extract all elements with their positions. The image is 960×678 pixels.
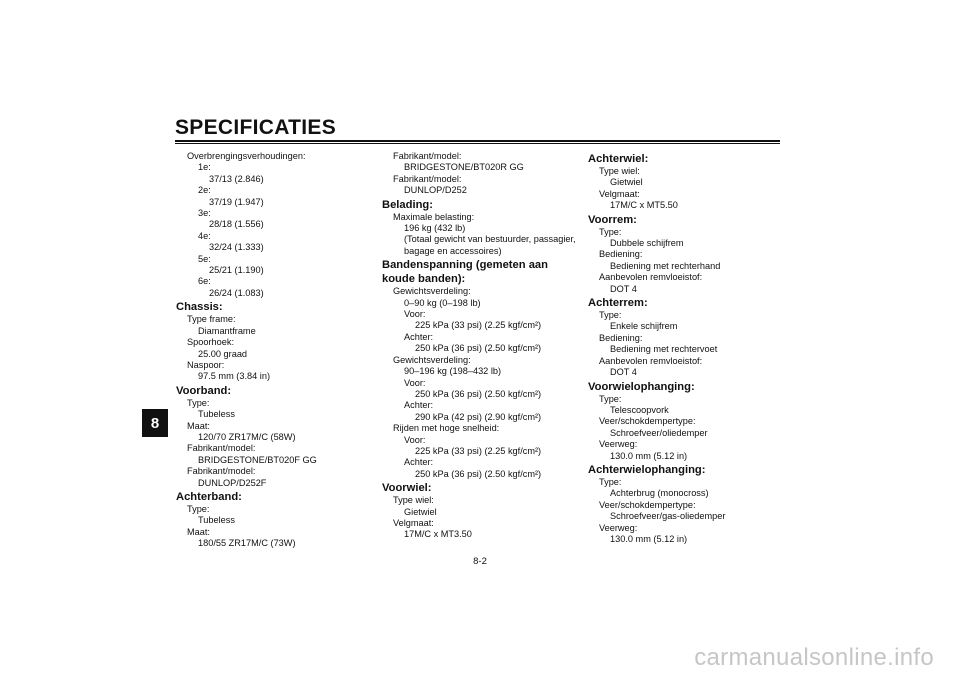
spec-line: bagage en accessoires)	[404, 245, 502, 256]
spec-line: Type:	[599, 476, 622, 487]
page-title: SPECIFICATIES	[175, 116, 337, 139]
spec-line: 37/19 (1.947)	[209, 196, 264, 207]
spec-line: 97.5 mm (3.84 in)	[198, 371, 270, 382]
spec-line: 250 kPa (36 psi) (2.50 kgf/cm²)	[415, 468, 542, 479]
spec-line: DUNLOP/D252	[404, 185, 467, 196]
spec-line: Fabrikant/model:	[393, 151, 462, 161]
spec-line: DOT 4	[610, 283, 637, 294]
section-heading: Achterrem:	[588, 297, 648, 310]
section-heading: Chassis:	[176, 301, 223, 314]
spec-line: 28/18 (1.556)	[209, 219, 264, 230]
spec-line: 130.0 mm (5.12 in)	[610, 450, 688, 461]
spec-line: Type:	[187, 503, 210, 514]
spec-line: Type frame:	[187, 314, 236, 325]
spec-line: Bediening met rechtervoet	[610, 344, 718, 355]
chapter-tab: 8	[142, 409, 168, 437]
spec-line: Veer/schokdempertype:	[599, 416, 696, 427]
spec-line: DUNLOP/D252F	[198, 477, 267, 488]
spec-line: Naspoor:	[187, 359, 225, 370]
title-rule-thin	[175, 143, 780, 144]
spec-line: Enkele schijfrem	[610, 321, 678, 332]
section-heading: Voorrem:	[588, 213, 637, 226]
section-heading: Achterwielophanging:	[588, 463, 706, 476]
title-rule-thick	[175, 140, 780, 142]
section-heading: Voorwielophanging:	[588, 380, 695, 393]
spec-line: Type:	[599, 226, 622, 237]
spec-line: Schroefveer/oliedemper	[610, 427, 708, 438]
spec-line: Veer/schokdempertype:	[599, 499, 696, 510]
spec-line: Type:	[187, 397, 210, 408]
spec-line: Type wiel:	[599, 166, 640, 176]
spec-line: BRIDGESTONE/BT020R GG	[404, 162, 524, 173]
spec-line: 120/70 ZR17M/C (58W)	[198, 431, 296, 442]
spec-line: Telescoopvork	[610, 404, 669, 415]
spec-line: Maximale belasting:	[393, 211, 475, 222]
spec-line: 25.00 graad	[198, 348, 248, 359]
section-heading: Bandenspanning (gemeten aan koude banden):	[382, 259, 548, 286]
spec-line: Fabrikant/model:	[187, 443, 256, 454]
spec-line: BRIDGESTONE/BT020F GG	[198, 454, 317, 465]
spec-line: Voor:	[404, 377, 426, 388]
spec-line: Spoorhoek:	[187, 337, 234, 348]
spec-line: Voor:	[404, 434, 426, 445]
spec-line: 2e:	[198, 185, 211, 196]
section-heading: Belading:	[382, 198, 433, 211]
spec-line: 250 kPa (36 psi) (2.50 kgf/cm²)	[415, 388, 542, 399]
spec-line: Velgmaat:	[599, 188, 640, 199]
spec-line: Fabrikant/model:	[393, 173, 462, 184]
spec-column-2	[382, 151, 582, 541]
spec-line: Gewichtsverdeling:	[393, 286, 471, 297]
spec-line: Bediening met rechterhand	[610, 260, 721, 271]
spec-line: Tubeless	[198, 515, 235, 526]
spec-line: 6e:	[198, 276, 211, 287]
spec-line: 17M/C x MT5.50	[610, 200, 678, 211]
spec-line: Tubeless	[198, 409, 235, 420]
spec-line: Bediening:	[599, 332, 643, 343]
section-heading: Voorwiel:	[382, 482, 432, 495]
spec-line: Veerweg:	[599, 439, 638, 450]
page-number: 8-2	[473, 556, 487, 567]
spec-line: Achter:	[404, 400, 434, 411]
spec-line: 250 kPa (36 psi) (2.50 kgf/cm²)	[415, 343, 542, 354]
spec-line: Fabrikant/model:	[187, 466, 256, 477]
spec-line: Voor:	[404, 309, 426, 320]
spec-line: Gietwiel	[404, 506, 437, 517]
spec-line: Aanbevolen remvloeistof:	[599, 272, 703, 283]
spec-line: 17M/C x MT3.50	[404, 529, 472, 540]
spec-line: Veerweg:	[599, 522, 638, 533]
spec-line: Type:	[599, 310, 622, 321]
spec-line: 26/24 (1.083)	[209, 287, 264, 298]
watermark: carmanualsonline.info	[694, 644, 934, 671]
section-heading: Achterwiel:	[588, 153, 649, 165]
spec-line: Maat:	[187, 420, 210, 431]
spec-line: Type:	[599, 393, 622, 404]
spec-line: Gietwiel	[610, 177, 643, 188]
spec-line: Gewichtsverdeling:	[393, 354, 471, 365]
spec-line: Aanbevolen remvloeistof:	[599, 355, 703, 366]
spec-line: Rijden met hoge snelheid:	[393, 423, 500, 434]
spec-line: Overbrengingsverhoudingen:	[187, 151, 306, 161]
spec-line: 25/21 (1.190)	[209, 265, 264, 276]
spec-line: 1e:	[198, 162, 211, 173]
spec-line: Maat:	[187, 526, 210, 537]
spec-line: 225 kPa (33 psi) (2.25 kgf/cm²)	[415, 445, 542, 456]
section-heading: Voorband:	[176, 384, 232, 397]
spec-line: 3e:	[198, 208, 211, 219]
spec-line: 130.0 mm (5.12 in)	[610, 533, 688, 544]
spec-line: Bediening:	[599, 249, 643, 260]
spec-line: 90–196 kg (198–432 lb)	[404, 366, 502, 377]
spec-line: Diamantframe	[198, 325, 256, 336]
spec-line: 225 kPa (33 psi) (2.25 kgf/cm²)	[415, 320, 542, 331]
spec-line: DOT 4	[610, 367, 637, 378]
spec-line: 180/55 ZR17M/C (73W)	[198, 538, 296, 549]
spec-line: 0–90 kg (0–198 lb)	[404, 297, 481, 308]
spec-line: (Totaal gewicht van bestuurder, passagier,	[404, 234, 576, 245]
spec-line: Dubbele schijfrem	[610, 238, 684, 249]
spec-line: 4e:	[198, 230, 211, 241]
spec-line: 37/13 (2.846)	[209, 173, 264, 184]
spec-line: 32/24 (1.333)	[209, 242, 264, 253]
section-heading: Achterband:	[176, 490, 242, 503]
spec-line: Achter:	[404, 457, 434, 468]
spec-line: Velgmaat:	[393, 517, 434, 528]
spec-line: Type wiel:	[393, 495, 434, 506]
spec-line: Schroefveer/gas-oliedemper	[610, 511, 726, 522]
spec-column-1	[176, 151, 366, 550]
spec-line: Achterbrug (monocross)	[610, 488, 709, 499]
spec-line: 290 kPa (42 psi) (2.90 kgf/cm²)	[415, 411, 542, 422]
spec-line: 5e:	[198, 253, 211, 264]
spec-line: 196 kg (432 lb)	[404, 223, 466, 234]
spec-column-3	[588, 151, 778, 545]
spec-line: Achter:	[404, 331, 434, 342]
